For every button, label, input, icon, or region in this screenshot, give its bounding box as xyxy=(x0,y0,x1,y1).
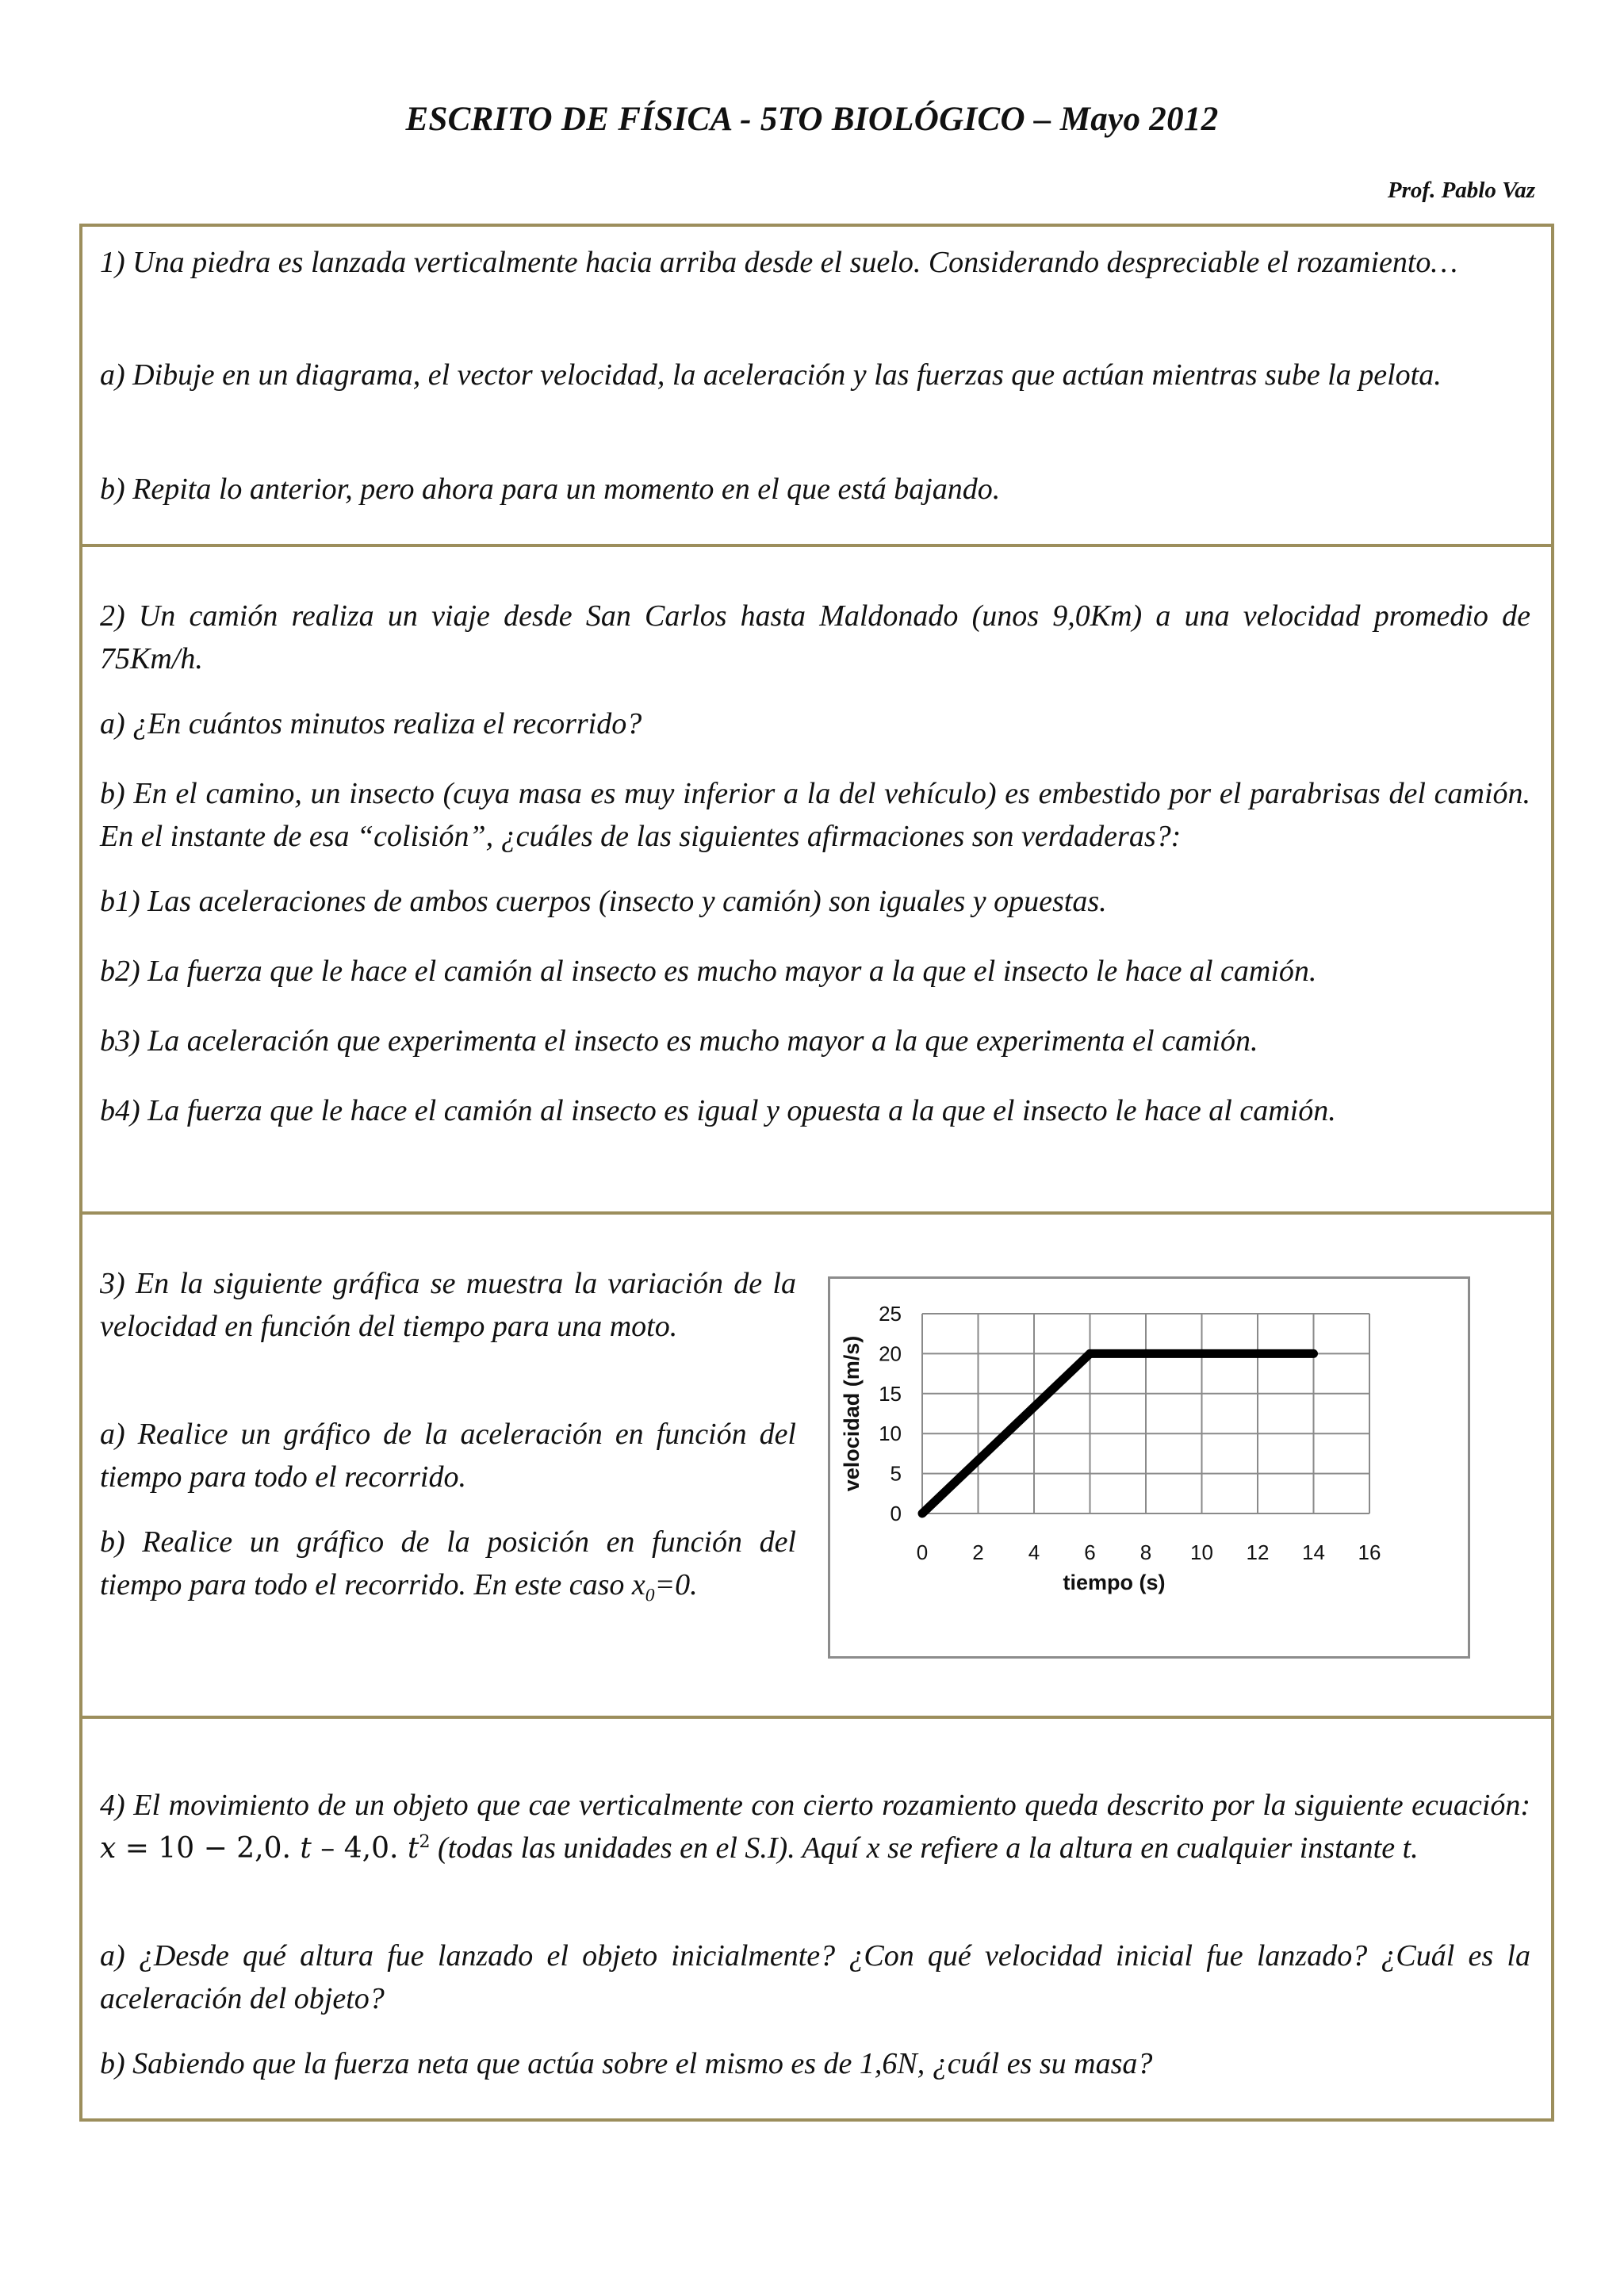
question-1-stem: 1) Una piedra es lanzada verticalmente hacia arriba desde el suelo. Considerando despreciable el rozamiento… xyxy=(100,246,1458,279)
y-tick-label: 20 xyxy=(879,1341,902,1366)
question-1-part-b: b) Repita lo anterior, pero ahora para un momento en el que está bajando. xyxy=(100,473,1001,506)
equation-part-1: = 10 − 2,0. xyxy=(116,1832,301,1865)
y-tick-label: 0 xyxy=(890,1502,902,1525)
question-3 xyxy=(82,1215,1551,1719)
x-tick-label: 6 xyxy=(1084,1540,1096,1564)
question-3-stem: 3) En la siguiente gráfica se muestra la variación de la velocidad en función del tiempo para una moto. xyxy=(100,1267,796,1343)
question-3-part-b-text: b) Realice un gráfico de la posición en función del tiempo para todo el recorrido. En este caso x xyxy=(100,1525,796,1601)
y-tick-label: 5 xyxy=(890,1461,902,1486)
question-4-stem-end: (todas las unidades en el S.I). Aquí x se refiere a la altura en cualquier instante t. xyxy=(430,1831,1419,1865)
question-3-subscript: 0 xyxy=(645,1585,655,1606)
equation-part-2: – 4,0. xyxy=(311,1832,408,1865)
page-title: ESCRITO DE FÍSICA - 5TO BIOLÓGICO – Mayo 2012 xyxy=(405,101,1219,138)
x-axis-title: tiempo (s) xyxy=(1063,1571,1166,1594)
x-tick-label: 16 xyxy=(1358,1540,1381,1564)
x-tick-label: 0 xyxy=(916,1540,929,1564)
question-2-option-b4: b4) La fuerza que le hace el camión al insecto es igual y opuesta a la que el insecto le hace al camión. xyxy=(100,1094,1336,1127)
x-tick-label: 10 xyxy=(1190,1540,1213,1564)
velocity-time-chart-svg xyxy=(830,1279,1468,1656)
question-4-stem-text: 4) El movimiento de un objeto que cae verticalmente con cierto rozamiento queda descrito por la siguiente ecuación: xyxy=(100,1789,1530,1822)
exam-frame xyxy=(79,224,1554,2122)
y-tick-label: 10 xyxy=(879,1422,902,1446)
equation-variable-t2: t xyxy=(407,1832,419,1865)
y-tick-label: 25 xyxy=(879,1302,902,1326)
question-2-option-b2: b2) La fuerza que le hace el camión al insecto es mucho mayor a la que el insecto le hace al camión. xyxy=(100,955,1317,988)
question-2-option-b1: b1) Las aceleraciones de ambos cuerpos (insecto y camión) son iguales y opuestas. xyxy=(100,885,1107,918)
velocity-time-chart xyxy=(828,1276,1470,1659)
question-4 xyxy=(82,1719,1551,2122)
question-2-stem: 2) Un camión realiza un viaje desde San Carlos hasta Maldonado (unos 9,0Km) a una velocidad promedio de 75Km/h. xyxy=(100,599,1530,675)
x-tick-label: 2 xyxy=(972,1540,984,1564)
question-4-equation xyxy=(100,1832,431,1865)
y-axis-title: velocidad (m/s) xyxy=(840,1335,864,1492)
question-3-part-b-end: =0. xyxy=(654,1568,698,1601)
question-2-part-b: b) En el camino, un insecto (cuya masa es muy inferior a la del vehículo) es embestido por el parabrisas del camión. En el instante de esa “colisión”, ¿cuáles de las siguientes afirmaciones son verdaderas?: xyxy=(100,777,1530,853)
question-2-option-b3: b3) La aceleración que experimenta el insecto es mucho mayor a la que experimenta el camión. xyxy=(100,1024,1258,1058)
equation-variable-x: x xyxy=(100,1832,117,1865)
equation-variable-t1: t xyxy=(300,1832,312,1865)
question-4-stem xyxy=(100,1784,1530,1870)
y-tick-label: 15 xyxy=(879,1381,902,1406)
question-4-part-a: a) ¿Desde qué altura fue lanzado el objeto inicialmente? ¿Con qué velocidad inicial fue lanzado? ¿Cuál es la aceleración del objeto? xyxy=(100,1939,1530,2015)
question-2 xyxy=(82,547,1551,1215)
question-1-part-a: a) Dibuje en un diagrama, el vector velocidad, la aceleración y las fuerzas que actúan mientras sube la pelota. xyxy=(100,358,1442,392)
x-tick-label: 12 xyxy=(1246,1540,1270,1564)
x-tick-label: 8 xyxy=(1139,1540,1152,1564)
question-1 xyxy=(82,227,1551,547)
question-3-part-a: a) Realice un gráfico de la aceleración en función del tiempo para todo el recorrido. xyxy=(100,1418,796,1494)
question-2-part-a: a) ¿En cuántos minutos realiza el recorrido? xyxy=(100,707,642,740)
x-tick-label: 14 xyxy=(1302,1540,1325,1564)
author-name: Prof. Pablo Vaz xyxy=(1387,178,1535,203)
x-tick-label: 4 xyxy=(1028,1540,1040,1564)
question-4-part-b: b) Sabiendo que la fuerza neta que actúa sobre el mismo es de 1,6N, ¿cuál es su masa? xyxy=(100,2047,1153,2080)
equation-exponent: 2 xyxy=(419,1831,431,1852)
question-3-part-b xyxy=(100,1521,796,1606)
